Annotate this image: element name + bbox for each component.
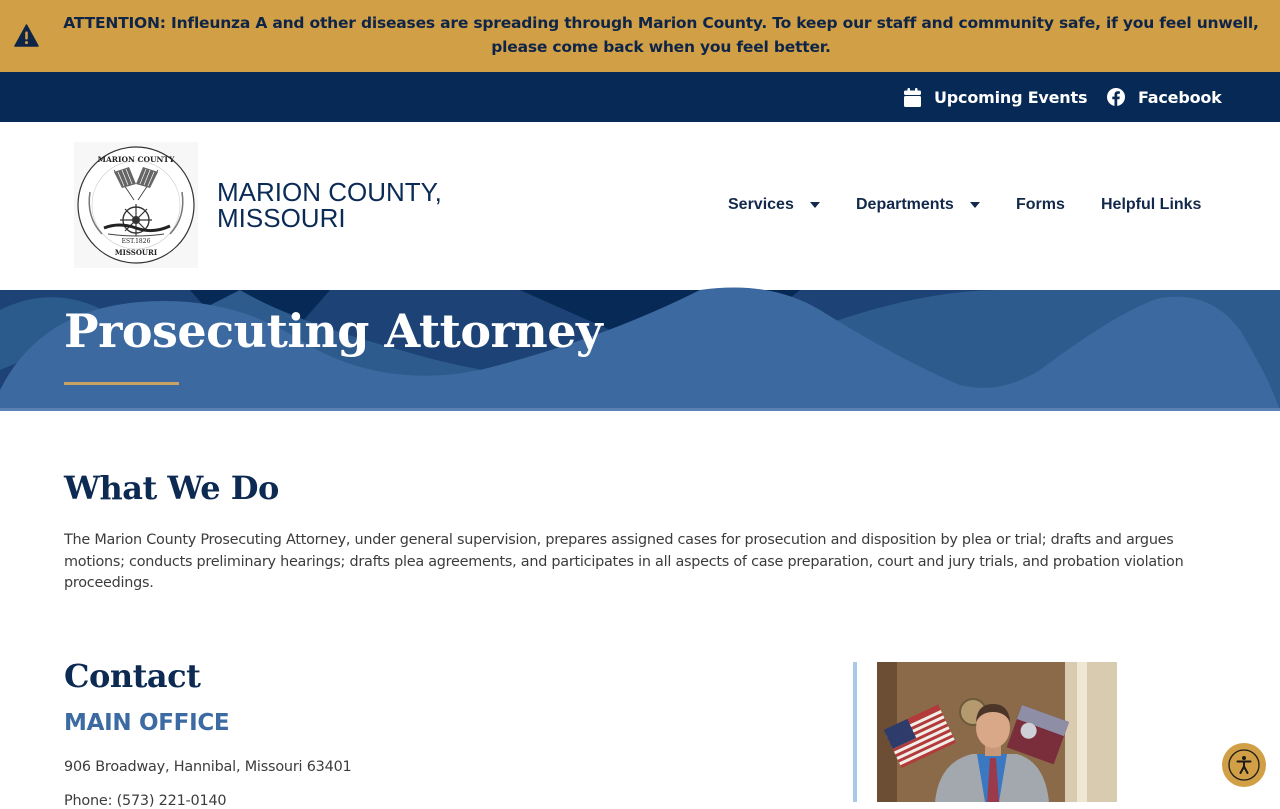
nav-forms-label: Forms bbox=[1016, 196, 1065, 213]
upcoming-events-label: Upcoming Events bbox=[934, 87, 1088, 107]
alert-banner bbox=[0, 0, 1280, 72]
seal-bottom-text: MISSOURI bbox=[114, 248, 158, 257]
utility-bar bbox=[0, 72, 1280, 122]
nav-services-label: Services bbox=[728, 196, 794, 213]
site-name-line2: MISSOURI bbox=[217, 203, 346, 233]
page-hero bbox=[0, 290, 1280, 411]
calendar-icon bbox=[904, 88, 921, 107]
title-underline bbox=[64, 382, 179, 385]
main-nav bbox=[0, 122, 1280, 290]
accessibility-button[interactable] bbox=[1222, 743, 1266, 787]
warning-triangle-icon bbox=[14, 24, 39, 47]
site-header bbox=[0, 122, 1280, 290]
nav-departments-label: Departments bbox=[856, 196, 954, 213]
nav-services[interactable] bbox=[728, 196, 820, 214]
chevron-down-icon bbox=[970, 202, 980, 208]
accessibility-icon bbox=[1227, 748, 1261, 782]
upcoming-events-link[interactable] bbox=[904, 72, 1087, 122]
nav-helpful-links[interactable] bbox=[1101, 196, 1201, 214]
nav-departments[interactable] bbox=[856, 196, 980, 214]
what-we-do-description: The Marion County Prosecuting Attorney, under general supervision, prepares assigned cases for prosecution and disposition by plea or trial; drafts and argues motions; conducts preliminary hearings; drafts plea agreements, and participates in all aspects of case preparation, court and jury trials, and probation violation proceedings. bbox=[64, 532, 1184, 592]
nav-helpful-links-label: Helpful Links bbox=[1101, 196, 1202, 213]
what-we-do-heading: What We Do bbox=[64, 469, 279, 507]
contact-heading: Contact bbox=[64, 657, 201, 695]
seal-top-text: MARION COUNTY bbox=[97, 155, 175, 164]
chevron-down-icon bbox=[810, 202, 820, 208]
vertical-divider bbox=[853, 662, 857, 802]
photo-illustration bbox=[877, 662, 1117, 802]
facebook-label: Facebook bbox=[1138, 87, 1222, 107]
seal-est-text: EST.1826 bbox=[121, 238, 151, 245]
office-phone[interactable]: Phone: (573) 221-0140 bbox=[64, 793, 227, 809]
office-address: 906 Broadway, Hannibal, Missouri 63401 bbox=[64, 759, 352, 775]
main-office-heading: MAIN OFFICE bbox=[64, 710, 230, 736]
site-name-line1: MARION COUNTY, bbox=[217, 177, 442, 207]
nav-forms[interactable] bbox=[1016, 196, 1065, 214]
facebook-icon bbox=[1107, 88, 1125, 106]
facebook-link[interactable] bbox=[1107, 72, 1222, 122]
page-title: Prosecuting Attorney bbox=[64, 304, 603, 358]
prosecuting-attorney-photo bbox=[877, 662, 1117, 802]
alert-message: ATTENTION: Infleunza A and other diseases are spreading through Marion County. To keep our staff and community safe, if you feel unwell, please come back when you feel better. bbox=[63, 14, 1259, 56]
